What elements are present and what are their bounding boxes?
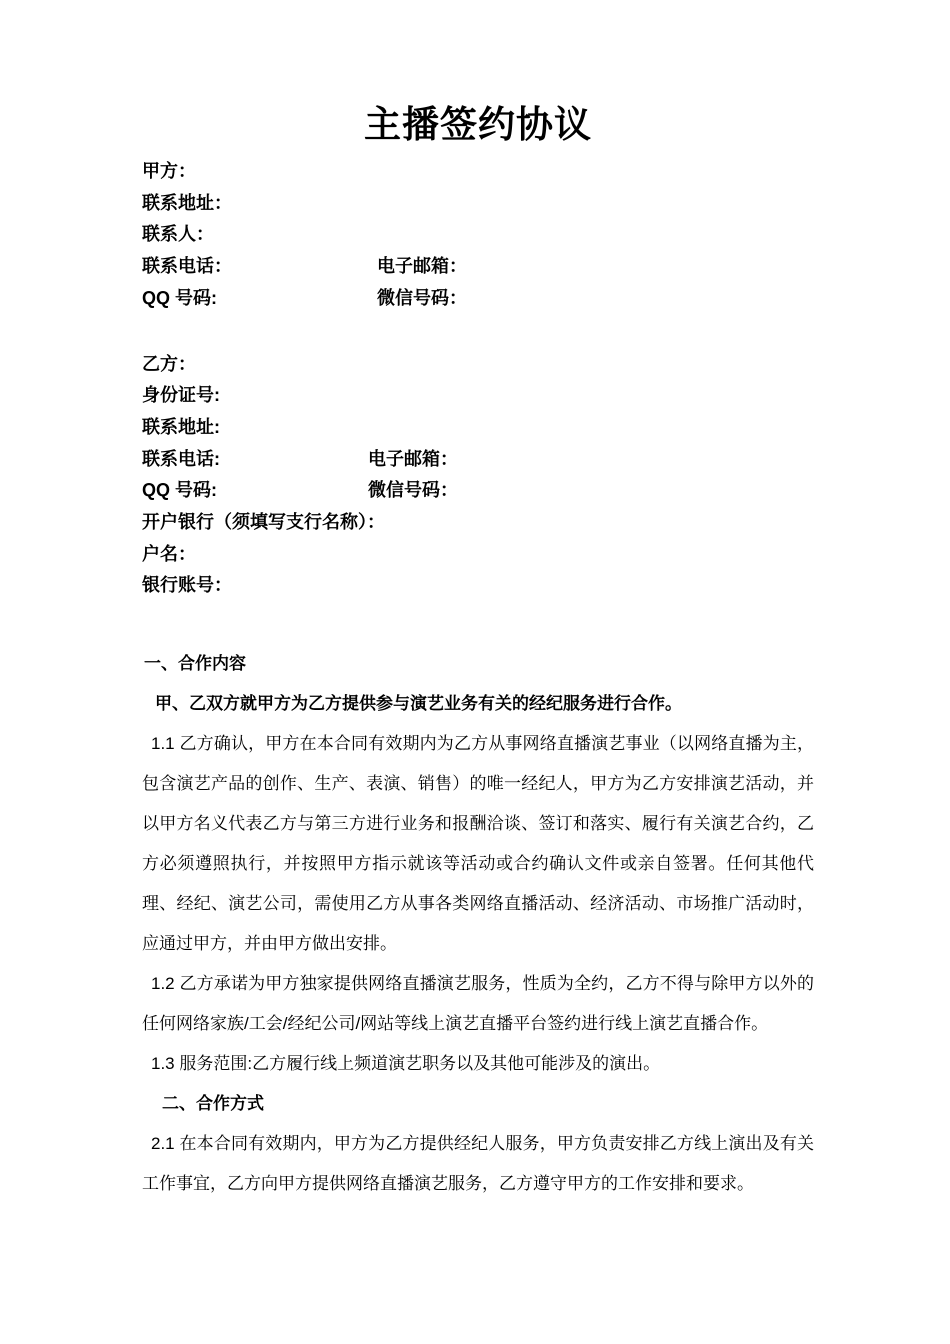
party-b-account-name-label: 户名：	[142, 543, 196, 564]
clause-1-3-paragraph: 1.3 服务范围:乙方履行线上频道演艺职务以及其他可能涉及的演出。	[151, 1054, 661, 1074]
field-row-party-a-phone-email	[142, 251, 814, 283]
party-a-contact-person-label: 联系人：	[142, 224, 214, 245]
party-a-address-label: 联系地址：	[142, 192, 232, 213]
party-b-phone-label: 联系电话:	[142, 448, 220, 469]
field-row-party-b-account-number	[142, 570, 814, 602]
document-title: 主播签约协议	[364, 104, 592, 145]
party-b-account-number-label: 银行账号：	[142, 575, 232, 596]
clause-2-1-paragraph: 2.1 在本合同有效期内，甲方为乙方提供经纪人服务，甲方负责安排乙方线上演出及有关工作事宜，乙方向甲方提供网络直播演艺服务，乙方遵守甲方的工作安排和要求。	[142, 1134, 814, 1194]
party-a-info-block	[142, 156, 814, 315]
field-row-party-b-id-number	[142, 380, 814, 412]
field-row-party-a-contact-person	[142, 219, 814, 251]
party-a-wechat-label: 微信号码：	[377, 287, 468, 308]
party-b-email-label: 电子邮箱：	[368, 448, 459, 469]
clause-1-2-paragraph: 1.2 乙方承诺为甲方独家提供网络直播演艺服务，性质为全约，乙方不得与除甲方以外的任何网络家族/工会/经纪公司/网站等线上演艺直播平台签约进行线上演艺直播合作。	[142, 974, 814, 1034]
field-row-party-a-address	[142, 188, 814, 220]
party-b-bank-label: 开户银行（须填写支行名称）：	[142, 512, 385, 533]
field-row-party-b-phone-email	[142, 444, 814, 476]
party-b-wechat-label: 微信号码：	[368, 480, 459, 501]
section-heading-cooperation-content: 一、合作内容	[144, 654, 246, 674]
field-row-party-b-address	[142, 412, 814, 444]
contract-body	[142, 644, 814, 1204]
field-row-party-b-bank	[142, 507, 814, 539]
party-a-phone-label: 联系电话：	[142, 256, 232, 277]
party-b-address-label: 联系地址:	[142, 416, 220, 437]
clause-1-1-paragraph: 1.1 乙方确认，甲方在本合同有效期内为乙方从事网络直播演艺事业（以网络直播为主，包含演艺产品的创作、生产、表演、销售）的唯一经纪人，甲方为乙方安排演艺活动，并以甲方名义代表乙方与第三方进行业务和报酬洽谈、签订和落实、履行有关演艺合约，乙方必须遵照执行，并按照甲方指示就该等活动或合约确认文件或亲自签署。任何其他代理、经纪、演艺公司，需使用乙方从事各类网络直播活动、经济活动、市场推广活动时，应通过甲方，并由甲方做出安排。	[142, 734, 814, 954]
blank-line	[142, 315, 814, 347]
field-row-party-a-name	[142, 156, 814, 188]
party-a-label: 甲方：	[142, 161, 196, 181]
field-row-party-b-name	[142, 349, 814, 381]
party-b-label: 乙方：	[142, 353, 196, 374]
field-row-party-b-qq-wechat	[142, 475, 814, 507]
section-heading-cooperation-method: 二、合作方式	[162, 1094, 264, 1114]
party-a-qq-label: QQ 号码:	[142, 287, 217, 308]
field-row-party-b-account-name	[142, 539, 814, 571]
party-b-id-label: 身份证号:	[142, 385, 220, 406]
party-b-qq-label: QQ 号码:	[142, 480, 217, 501]
party-b-info-block	[142, 349, 814, 603]
party-a-email-label: 电子邮箱：	[377, 256, 468, 277]
cooperation-summary-paragraph: 甲、乙双方就甲方为乙方提供参与演艺业务有关的经纪服务进行合作。	[155, 694, 682, 714]
field-row-party-a-qq-wechat	[142, 283, 814, 315]
